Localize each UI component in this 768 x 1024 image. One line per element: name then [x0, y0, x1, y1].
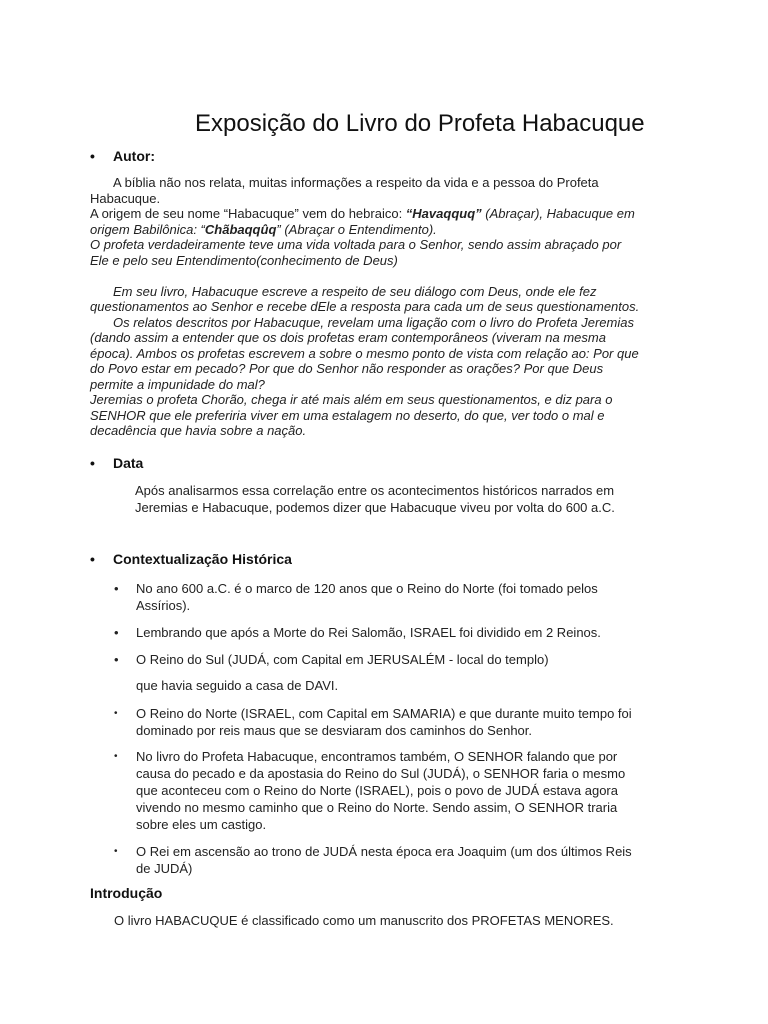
text-line: A bíblia não nos relata, muitas informações a respeito da vida e a pessoa do Profeta: [113, 175, 599, 190]
text-line: Ele e pelo seu Entendimento(conhecimento de Deus): [90, 252, 398, 268]
text-line: que aconteceu com o Reino do Norte (ISRAEL), pois o povo de JUDÁ estava agora: [136, 783, 618, 798]
text-line: Jeremias e Habacuque, podemos dizer que Habacuque viveu por volta do 600 a.C.: [135, 500, 615, 515]
heading-text: Data: [113, 455, 144, 471]
text-line: decadência que havia sobre a nação.: [90, 423, 307, 438]
section-heading-contexto: [90, 551, 292, 567]
text-line: O Reino do Sul (JUDÁ, com Capital em JERUSALÉM - local do templo): [136, 652, 549, 667]
text-line: No ano 600 a.C. é o marco de 120 anos que o Reino do Norte (foi tomado pelos: [136, 581, 598, 596]
section-heading-autor: [90, 148, 155, 164]
text-line: vivendo no mesmo caminho que o Reino do Norte. Sendo assim, O SENHOR traria: [136, 800, 618, 815]
bullet: •: [114, 708, 118, 719]
text-line: O Reino do Norte (ISRAEL, com Capital em SAMARIA) e que durante muito tempo foi: [136, 706, 632, 721]
text-span: (Abraçar), Habacuque em: [481, 206, 635, 221]
data-paragraph: [135, 482, 715, 516]
text-line: Assírios).: [136, 598, 191, 613]
introducao-paragraph: O livro HABACUQUE é classificado como um manuscrito dos PROFETAS MENORES.: [114, 913, 614, 928]
text-line: causa do pecado e da apostasia do Reino do Sul (JUDÁ), o SENHOR faria o mesmo: [136, 766, 626, 781]
text-line: (dando assim a entender que os dois profetas eram contemporâneos (viveram na mesma: [90, 330, 606, 345]
text-line: sobre eles um castigo.: [136, 817, 267, 832]
bullet: •: [90, 551, 95, 567]
text-line: permite a impunidade do mal?: [90, 376, 265, 392]
bullet: •: [90, 148, 95, 164]
hebrew-name: “Havaqquq”: [405, 206, 482, 221]
heading-text: Autor:: [113, 148, 155, 164]
text-line: [90, 206, 710, 222]
text-line: Após analisarmos essa correlação entre os acontecimentos históricos narrados em: [135, 483, 615, 498]
bullet: •: [114, 581, 119, 596]
text-span: A origem de seu nome “Habacuque” vem do hebraico:: [90, 206, 406, 221]
text-line: dominado por reis maus que se desviaram dos caminhos do Senhor.: [136, 723, 532, 738]
bullet: •: [90, 455, 95, 471]
section-heading-data: [90, 455, 143, 471]
text-line: O profeta verdadeiramente teve uma vida voltada para o Senhor, sendo assim abraçado por: [90, 237, 622, 252]
bullet: •: [114, 846, 118, 857]
text-line: Em seu livro, Habacuque escreve a respeito de seu diálogo com Deus, onde ele fez: [113, 283, 597, 299]
text-line: O Rei em ascensão ao trono de JUDÁ nesta época era Joaquim (um dos últimos Reis: [136, 844, 632, 859]
text-line: SENHOR que ele preferiria viver em uma estalagem no deserto, do que, ver todo o mal e: [90, 407, 605, 423]
babylonian-name: Chãbaqqûq: [204, 221, 277, 237]
text-line: questionamentos ao Senhor e recebe dEle a resposta para cada um de seus questionamentos.: [90, 299, 640, 314]
text-line: No livro do Profeta Habacuque, encontramos também, O SENHOR falando que por: [136, 749, 618, 764]
text-line: [90, 222, 710, 238]
text-span: ” (Abraçar o Entendimento).: [276, 221, 437, 237]
text-line: que havia seguido a casa de DAVI.: [136, 678, 339, 693]
section-heading-introducao: Introdução: [90, 885, 163, 901]
text-line: época). Ambos os profetas escrevem a sobre o mesmo ponto de vista com relação ao: Por que: [90, 345, 639, 361]
bullet: •: [114, 652, 119, 667]
text-line: Jeremias o profeta Chorão, chega ir até mais além em seus questionamentos, e diz para o: [90, 392, 613, 407]
text-span: origem Babilônica: “: [90, 221, 205, 237]
text-line: de JUDÁ): [136, 861, 193, 876]
bullet: •: [114, 625, 119, 640]
text-line: Lembrando que após a Morte do Rei Salomão, ISRAEL foi dividido em 2 Reinos.: [136, 625, 601, 640]
bullet: •: [114, 751, 118, 762]
text-line: Habacuque.: [90, 190, 161, 206]
heading-text: Contextualização Histórica: [113, 551, 292, 567]
text-line: Os relatos descritos por Habacuque, revelam uma ligação com o livro do Profeta Jeremias: [113, 314, 634, 330]
text-line: do Povo estar em pecado? Por que do Senhor não responder as orações? Por que Deus: [90, 361, 604, 376]
autor-paragraph: [90, 175, 710, 439]
page-title: Exposição do Livro do Profeta Habacuque: [195, 110, 645, 137]
